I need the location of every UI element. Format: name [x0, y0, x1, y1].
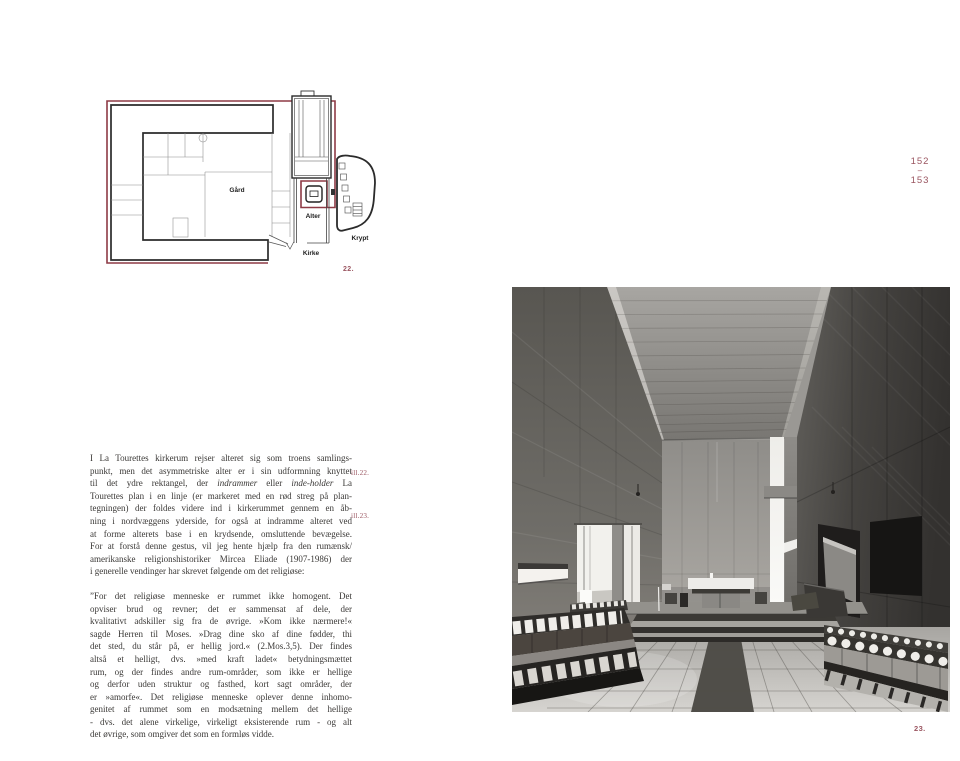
body-text	[90, 452, 352, 741]
plan-altar-symbol	[306, 186, 322, 202]
plan-caption: 22.	[343, 266, 354, 273]
page-number-separator: –	[917, 166, 923, 175]
margin-note-ill23: ill.23.	[351, 512, 370, 520]
page-number-152: 152	[910, 156, 930, 167]
church-interior-photo	[512, 287, 950, 712]
plan-label-altar: Alter	[305, 213, 321, 220]
text-line: amerikanske religionshistoriker Mircea Eliade (1907-1986) der	[90, 553, 352, 564]
plan-leader-arrow	[269, 235, 294, 249]
plan-building-outline	[111, 105, 273, 260]
text-line: det øvrige, som omgiver det som en formløs vidde.	[90, 729, 274, 740]
text-line: genitet af rummet som en modsætning mellem det hellige	[90, 704, 352, 715]
photo-left-doorway	[574, 524, 642, 614]
photo-cross-beam	[764, 486, 797, 498]
text-line: - dvs. det alene virkelige, virkeligt eksisterende rum - og alt	[90, 716, 352, 727]
photo-right-niche-2	[870, 516, 922, 596]
text-line: opviser brud og revner; det er sammensat af dele, der	[90, 603, 352, 614]
text-line: tegningen) der foldes videre ind i kirkerummet gennem en åb-	[90, 503, 352, 514]
text-line: det sted, du står på, er hellig jord.« (2.Mos.3,5). Der findes	[90, 641, 352, 652]
floor-plan	[85, 85, 395, 280]
plan-label-courtyard: Gård	[229, 187, 245, 194]
page-number-153: 153	[910, 175, 930, 186]
text-line: punkt, men det asymmetriske alter er i sin udformning knyttet	[90, 465, 352, 476]
text-line: rum, og der findes andre rum-områder, som ikke er hellige	[90, 666, 352, 677]
photo-altar-chair	[680, 593, 688, 607]
text-line: Tourettes plan i en linje (er markeret med en rød streg på plan-	[90, 490, 352, 501]
text-line: For at forstå denne gestus, vil jeg hente hjælp fra den rumænsk/	[90, 541, 352, 552]
text-line: ning i nordvæggens yderside, for også at indramme alteret ved	[90, 515, 352, 526]
plan-church	[292, 91, 335, 243]
plan-door-marker	[331, 189, 335, 195]
text-line: sagde Herren til Moses. »Drag dine sko af dine fødder, thi	[90, 628, 352, 639]
plan-crypt	[337, 156, 375, 231]
photo-caption: 23.	[914, 724, 926, 733]
margin-note-ill22: ill.22.	[351, 469, 370, 477]
text-line: og derfor uden struktur og fasthed, kort sagt områder, der	[90, 679, 352, 690]
plan-label-church: Kirke	[302, 250, 320, 257]
text-line: til det ydre rektangel, der indrammer eller inde-holder La	[90, 478, 352, 489]
plan-label-crypt: Krypt	[351, 235, 369, 242]
text-line: at forme alterets base i en krydsende, omsluttende bevægelse.	[90, 528, 352, 539]
text-line: altså et helligt, dvs. »med kraft ladet« betydningsmættet	[90, 653, 352, 664]
text-line: ”For det religiøse menneske er rummet ikke homogent. Det	[90, 590, 352, 601]
photo-steps	[619, 614, 848, 642]
page-numbers	[898, 156, 942, 186]
photo-altar-candle	[710, 573, 713, 578]
photo-mic-stand	[659, 587, 660, 611]
text-line: kvalitativt adskiller sig fra de øvrige. »Kom ikke nærmere!«	[90, 616, 352, 627]
text-line: I La Tourettes kirkerum rejser alteret sig som troens samlings-	[90, 453, 352, 463]
text-line: er »amorfe«. Det religiøse menneske oplever denne inhomo-	[90, 691, 352, 702]
text-line: i generelle vendinger har skrevet følgende om det religiøse:	[90, 566, 305, 577]
